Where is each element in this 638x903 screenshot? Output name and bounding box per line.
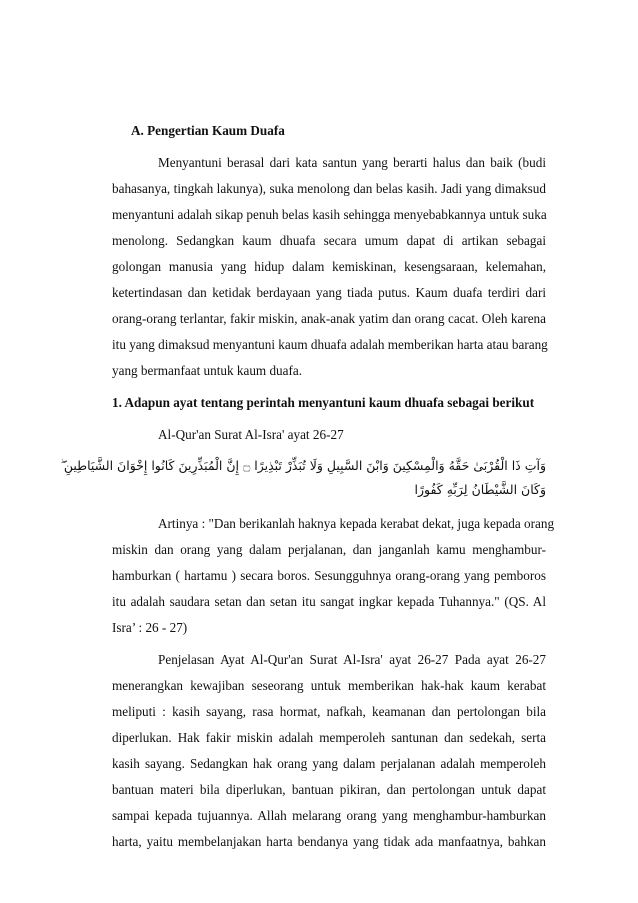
paragraph-2-line: kasih sayang. Sedangkan hak orang yang dalam perjalanan adalah memperoleh	[112, 756, 546, 771]
paragraph-1-line: yang bermanfaat untuk kaum duafa.	[112, 363, 303, 378]
arabic-verse-line: وَكَانَ الشَّيْطَانُ لِرَبِّهِ كَفُورًا	[414, 482, 546, 497]
paragraph-2-line: diperlukan. Hak fakir miskin adalah memperoleh santunan dan sedekah, serta	[112, 730, 546, 745]
paragraph-2-line: harta, yaitu membelanjakan harta bendanya yang tidak ada manfaatnya, bahkan	[112, 834, 546, 849]
translation-line: hamburkan ( hartamu ) secara boros. Sesungguhnya orang-orang yang pemboros	[112, 568, 546, 583]
paragraph-1-line: golongan manusia yang hidup dalam kemiskinan, kesengsaraan, kelemahan,	[112, 259, 546, 274]
paragraph-2-line: bantuan materi bila diperlukan, bantuan pikiran, dan pertolongan untuk dapat	[112, 782, 546, 797]
translation-line: Artinya : "Dan berikanlah haknya kepada kerabat dekat, juga kepada orang	[158, 516, 555, 531]
paragraph-1-line: itu yang dimaksud menyantuni kaum dhuafa adalah memberikan harta atau barang	[112, 337, 548, 352]
paragraph-1-line: bahasanya, tingkah lakunya), suka menolong dan belas kasih. Jadi yang dimaksud	[112, 181, 546, 196]
subheading: 1. Adapun ayat tentang perintah menyantuni kaum dhuafa sebagai berikut	[112, 395, 535, 410]
paragraph-1-line: Menyantuni berasal dari kata santun yang berarti halus dan baik (budi	[158, 155, 546, 170]
paragraph-1-line: menyantuni adalah sikap penuh belas kasih sehingga menyebabkannya untuk suka	[112, 207, 547, 222]
paragraph-1-line: orang-orang terlantar, fakir miskin, anak-anak yatim dan orang cacat. Oleh karena	[112, 311, 546, 326]
section-heading: A. Pengertian Kaum Duafa	[131, 123, 285, 138]
paragraph-1-line: ketertindasan dan ketidak berdayaan yang tiada putus. Kaum duafa terdiri dari	[112, 285, 546, 300]
translation-line: miskin dan orang yang dalam perjalanan, dan janganlah kamu menghambur-	[112, 542, 546, 557]
paragraph-2-line: meliputi : kasih sayang, rasa hormat, nafkah, keamanan dan pertolongan bila	[112, 704, 546, 719]
translation-line: Isra’ : 26 - 27)	[112, 620, 188, 635]
arabic-verse-line: وَآتِ ذَا الْقُرْبَىٰ حَقَّهُ وَالْمِسْكِينَ وَابْنَ السَّبِيلِ وَلَا تُبَذِّرْ تَبْذِيرًا ۝ إِنَّ الْمُبَذِّرِينَ كَانُوا إِخْوَانَ الشَّيَاطِينِ ۖ	[60, 458, 546, 473]
surah-reference: Al-Qur'an Surat Al-Isra' ayat 26-27	[158, 427, 344, 442]
paragraph-2-line: Penjelasan Ayat Al-Qur'an Surat Al-Isra' ayat 26-27 Pada ayat 26-27	[158, 652, 546, 667]
paragraph-2-line: menerangkan kewajiban seseorang untuk memberikan hak-hak kaum kerabat	[112, 678, 546, 693]
translation-line: itu adalah saudara setan dan setan itu sangat ingkar kepada Tuhannya." (QS. Al	[112, 594, 546, 609]
paragraph-2-line: sampai kepada tujuannya. Allah melarang orang yang menghambur-hamburkan	[112, 808, 546, 823]
paragraph-1-line: menolong. Sedangkan kaum dhuafa secara umum dapat di artikan sebagai	[112, 233, 546, 248]
